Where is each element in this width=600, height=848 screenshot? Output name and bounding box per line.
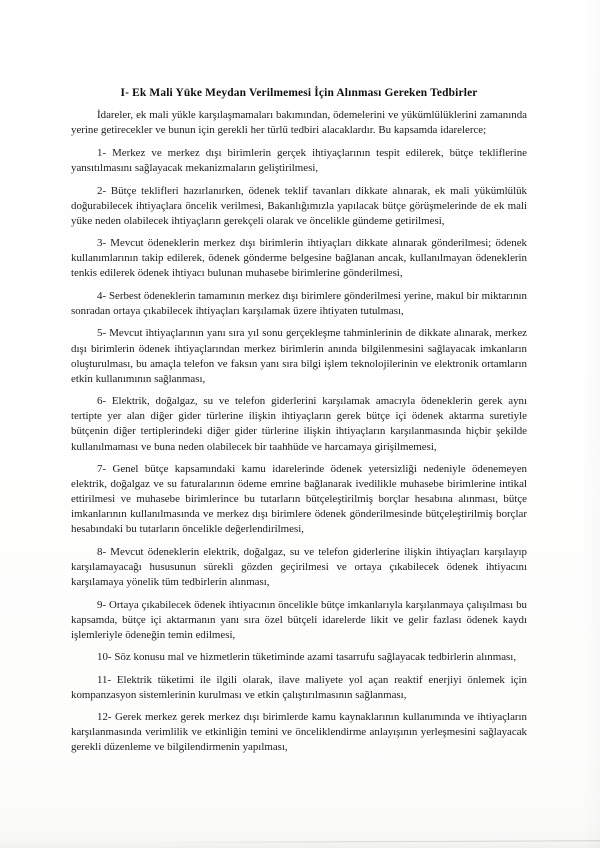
scan-edge-line [150,840,600,843]
list-item: 2- Bütçe teklifleri hazırlanırken, ödenek teklif tavanları dikkate alınarak, ek mali yükümlülük doğurabilecek ihtiyaçlara öncelik verilmesi, Bakanlığımızla yapılacak bütçe görüşmelerinde de ek mali yüke neden olabilecek ihtiyaçların gerekçeli olarak ve öncelikle gündeme getirilmesi, [71,184,527,227]
page-title: I- Ek Mali Yüke Meydan Verilmemesi İçin Alınması Gereken Tedbirler [120,87,478,99]
list-item: 9- Ortaya çıkabilecek ödenek ihtiyacının öncelikle bütçe imkanlarıyla karşılanmaya çalışılması bu kapsamda, bütçe içi aktarmanın yanı sıra özel bütçeli idarelerde likit ve gelir fazlası ödenek kaydı işlemleriyle ödeneğin temin edilmesi, [71,598,527,641]
list-item: 3- Mevcut ödeneklerin merkez dışı birimlerin ihtiyaçları dikkate alınarak gönderilmesi; ödenek kullanımlarının takip edilerek, ödenek gönderme belgesine bağlanan ancak, kullanılmayan ödeneklerin tenkis edilerek ödenek ihtiyacı bulunan muhasebe birimlerine gönderilmesi, [71,237,527,280]
list-item: 4- Serbest ödeneklerin tamamının merkez dışı birimlere gönderilmesi yerine, makul bir miktarının sonradan ortaya çıkabilecek ihtiyaçları karşılamak üzere ihtiyaten tutulması, [71,289,527,317]
scan-edge-shadow-right [582,0,600,848]
scan-edge-shadow-bottom [0,822,600,848]
list-item: 5- Mevcut ihtiyaçlarının yanı sıra yıl sonu gerçekleşme tahminlerinin de dikkate alınarak, merkez dışı birimlerin ödenek ihtiyaçlarından merkez birimlerin anında bilgilenmesini sağlayacak imkanların oluşturulması, bu amaçla telefon ve faksın yanı sıra bilgi işlem teknolojilerinin ve elektronik ortamların etkin kullanımının sağlanması, [71,327,527,385]
list-item: 1- Merkez ve merkez dışı birimlerin gerçek ihtiyaçlarının tespit edilerek, bütçe tekliflerine yansıtılmasını sağlayacak mekanizmaların geliştirilmesi, [71,146,527,175]
list-item: 7- Genel bütçe kapsamındaki kamu idarelerinde ödenek yetersizliği nedeniyle ödenemeyen elektrik, doğalgaz ve su faturalarının ödeme emrine bağlanarak ivedilikle muhasebe birimlerine intikal ettirilmesi ve muhasebe birimlerince bu tutarların bütçeleştirilmiş borçlar hesabına alınması, bütçe imkanlarının kullanılmasında ve merkez dışı birimlere ödenek gönderilmesinde bütçeleştirilmiş borçlar hesabındaki bu tutarların öncelikle değerlendirilmesi, [71,463,527,536]
list-item: 10- Söz konusu mal ve hizmetlerin tüketiminde azami tasarrufu sağlayacak tedbirlerin alınması, [97,651,517,664]
list-item: 12- Gerek merkez gerek merkez dışı birimlerde kamu kaynaklarının kullanımında ve ihtiyaçların karşılanmasında verimlilik ve etkinliğin temini ve önceliklendirme anlayışının yerleşmesini sağlayacak gerekli düzenleme ve bilgilendirmenin yapılması, [71,711,527,754]
list-item: 11- Elektrik tüketimi ile ilgili olarak, ilave maliyete yol açan reaktif enerjiyi önlemek için kompanzasyon sistemlerinin kurulması ve etkin çalıştırılmasının sağlanması, [71,673,527,701]
list-item: 8- Mevcut ödeneklerin elektrik, doğalgaz, su ve telefon giderlerine ilişkin ihtiyaçları karşılayıp karşılamayacağı hususunun sürekli gözden geçirilmesi ve ortaya çıkabilecek ödenek ihtiyacını karşılamaya yönelik tüm tedbirlerin alınması, [71,545,527,589]
list-item: 6- Elektrik, doğalgaz, su ve telefon giderlerini karşılamak amacıyla ödeneklerin gerek aynı tertipte yer alan diğer gider türlerine ilişkin ihtiyaçların gerek bütçe içi ödenek aktarma suretiyle bütçenin diğer tertiplerindeki diğer gider türlerine ilişkin ihtiyaçların karşılanmasında hiçbir şekilde kullanılmaması ve buna neden olabilecek bir taahhüde ve harcamaya girişilmemesi, [71,395,527,453]
document-text-block [71,86,527,756]
intro-paragraph: İdareler, ek mali yükle karşılaşmamaları bakımından, ödemelerini ve yükümlülüklerini zamanında yerine getirecekler ve bunun için gerekli her türlü tedbiri alacaklardır. Bu kapsamda idarelerce; [71,109,527,137]
